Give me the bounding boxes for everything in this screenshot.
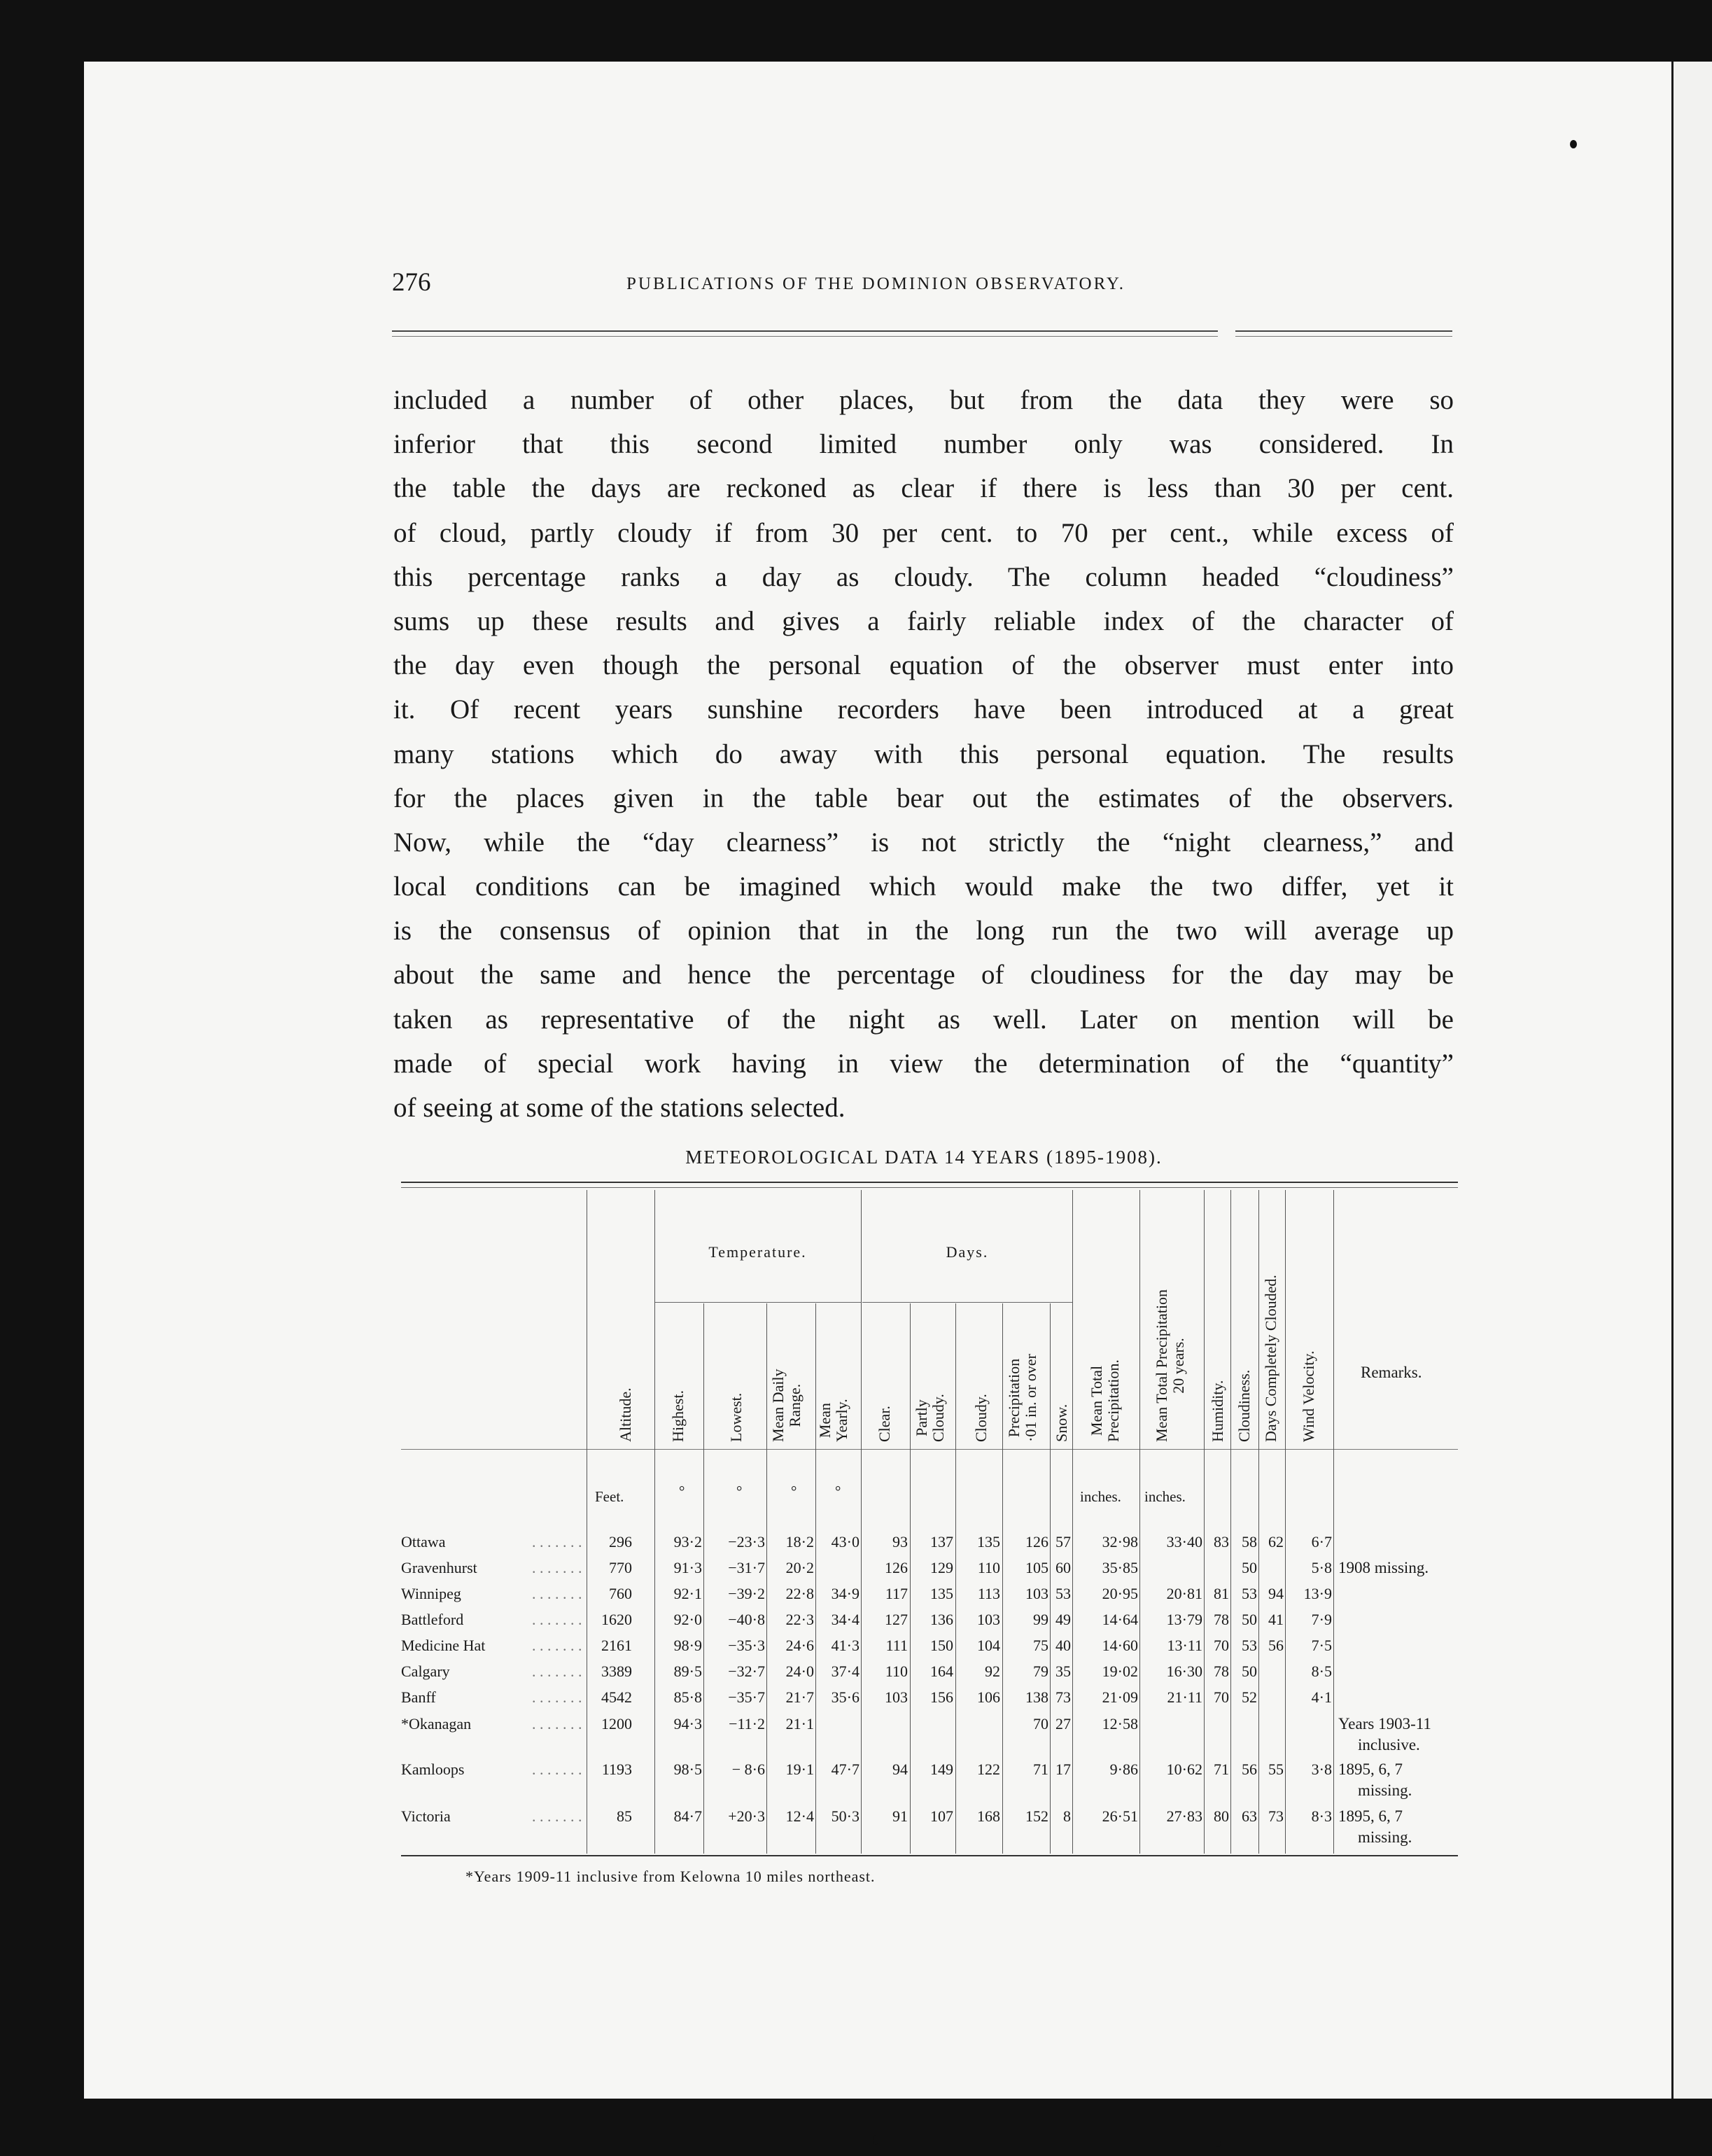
column-header-clear — [876, 1406, 893, 1442]
column-divider — [1333, 1190, 1334, 1854]
column-header-cloudiness — [1236, 1370, 1253, 1442]
table-row — [0, 1715, 1712, 1754]
cell-pc: 137 — [930, 1533, 953, 1550]
column-divider — [1230, 1190, 1231, 1854]
station-name: Winnipeg — [401, 1585, 461, 1602]
ink-speck — [1570, 140, 1577, 148]
adjacent-page-edge — [1671, 62, 1712, 2099]
cell-mtp: 20·95 — [1102, 1585, 1138, 1602]
cell-hi: 84·7 — [673, 1807, 702, 1825]
cell-cl: 122 — [977, 1760, 1000, 1778]
cell-yr: 50·3 — [831, 1807, 859, 1825]
cell-pr: 138 — [1025, 1688, 1048, 1706]
body-line: the table the days are reckoned as clear if there is less than 30 per cent. — [393, 473, 1454, 504]
cell-alt: 1200 — [601, 1715, 632, 1732]
remark: Years 1903-11 — [1338, 1715, 1431, 1732]
column-header-text: Cloudy. — [929, 1394, 947, 1442]
cell-lo: −23·3 — [728, 1533, 765, 1550]
cell-clr: 91 — [892, 1807, 908, 1825]
station-name: Battleford — [401, 1611, 464, 1628]
column-header-text: Altitude. — [617, 1387, 634, 1442]
cell-mtp: 9·86 — [1109, 1760, 1138, 1778]
cell-hi: 92·1 — [673, 1585, 702, 1602]
cell-mtp20: 33·40 — [1166, 1533, 1202, 1550]
station-name: *Okanagan — [401, 1715, 472, 1732]
cell-rng: 24·0 — [785, 1662, 814, 1680]
column-header-mean-total-precip — [1088, 1359, 1122, 1442]
table-row — [0, 1807, 1712, 1846]
column-header-text: Range. — [786, 1383, 804, 1427]
remark-continued: missing. — [1358, 1828, 1412, 1846]
leader-dots: . . . . . . . — [532, 1637, 582, 1654]
cell-wv: 4·1 — [1311, 1688, 1332, 1706]
leader-dots: . . . . . . . — [532, 1559, 582, 1576]
table-row — [0, 1559, 1712, 1583]
cell-hum: 70 — [1214, 1688, 1229, 1706]
cell-alt: 1193 — [601, 1760, 632, 1778]
cell-rng: 24·6 — [785, 1637, 814, 1654]
temperature-group-rule — [654, 1302, 861, 1303]
cell-rng: 20·2 — [785, 1559, 814, 1576]
degree-unit: ° — [736, 1483, 743, 1499]
cell-clr: 103 — [885, 1688, 908, 1706]
cell-rng: 21·7 — [785, 1688, 814, 1706]
cell-alt: 760 — [609, 1585, 632, 1602]
cell-yr: 34·4 — [831, 1611, 859, 1628]
degree-unit: ° — [679, 1483, 685, 1499]
table-top-rule-2 — [401, 1187, 1458, 1188]
cell-clr: 110 — [885, 1662, 908, 1680]
cell-sn: 53 — [1055, 1585, 1071, 1602]
body-line: taken as representative of the night as well. Later on mention will be — [393, 1004, 1454, 1035]
running-title: PUBLICATIONS OF THE DOMINION OBSERVATORY. — [626, 274, 1125, 293]
cell-cl: 106 — [977, 1688, 1000, 1706]
cell-yr: 35·6 — [831, 1688, 859, 1706]
leader-dots: . . . . . . . — [532, 1662, 582, 1680]
cell-lo: −32·7 — [728, 1662, 765, 1680]
column-header-altitude — [617, 1387, 634, 1442]
body-line: included a number of other places, but from the data they were so — [393, 385, 1454, 415]
column-header-partly-cloudy — [913, 1394, 947, 1442]
cell-rng: 21·1 — [785, 1715, 814, 1732]
cell-wv: 6·7 — [1311, 1533, 1332, 1550]
cell-lo: +20·3 — [728, 1807, 765, 1825]
station-name: Gravenhurst — [401, 1559, 477, 1576]
cell-hum: 78 — [1214, 1611, 1229, 1628]
table-row — [0, 1611, 1712, 1634]
body-paragraph — [393, 378, 1454, 1130]
cell-alt: 770 — [609, 1559, 632, 1576]
cell-pc: 135 — [930, 1585, 953, 1602]
cell-dcc: 41 — [1268, 1611, 1284, 1628]
cell-hum: 80 — [1214, 1807, 1229, 1825]
cell-pr: 103 — [1025, 1585, 1048, 1602]
table-row — [0, 1760, 1712, 1799]
station-name: Ottawa — [401, 1533, 446, 1550]
cell-clr: 111 — [885, 1637, 908, 1654]
column-header-text: Humidity. — [1209, 1380, 1226, 1442]
cell-rng: 22·8 — [785, 1585, 814, 1602]
column-header-text: Yearly. — [833, 1399, 850, 1442]
cell-hi: 93·2 — [673, 1533, 702, 1550]
cell-hum: 83 — [1214, 1533, 1229, 1550]
table-row — [0, 1585, 1712, 1609]
ink-speck — [873, 2135, 878, 2145]
cell-mtp20: 27·83 — [1166, 1807, 1202, 1825]
cell-hi: 89·5 — [673, 1662, 702, 1680]
cell-cld: 53 — [1242, 1637, 1257, 1654]
column-header-text: Partly — [913, 1399, 930, 1436]
cell-mtp20: 16·30 — [1166, 1662, 1202, 1680]
cell-lo: − 8·6 — [731, 1760, 765, 1778]
header-rule — [392, 330, 1452, 337]
table-row — [0, 1533, 1712, 1557]
cell-mtp: 12·58 — [1102, 1715, 1138, 1732]
table-row — [0, 1662, 1712, 1686]
cell-wv: 5·8 — [1311, 1559, 1332, 1576]
cell-cl: 104 — [977, 1637, 1000, 1654]
cell-cl: 135 — [977, 1533, 1000, 1550]
column-header-text: Snow. — [1053, 1404, 1070, 1442]
cell-mtp: 14·64 — [1102, 1611, 1138, 1628]
cell-yr: 37·4 — [831, 1662, 859, 1680]
leader-dots: . . . . . . . — [532, 1585, 582, 1602]
cell-lo: −11·2 — [729, 1715, 765, 1732]
cell-clr: 93 — [892, 1533, 908, 1550]
cell-pc: 129 — [930, 1559, 953, 1576]
cell-cl: 113 — [977, 1585, 1000, 1602]
days-group-rule — [862, 1302, 1072, 1303]
column-header-cloudy — [973, 1394, 990, 1442]
column-divider — [1258, 1190, 1259, 1854]
body-line: is the consensus of opinion that in the long run the two will average up — [393, 916, 1454, 946]
leader-dots: . . . . . . . — [532, 1807, 582, 1825]
cell-cld: 63 — [1242, 1807, 1257, 1825]
column-header-text: Cloudy. — [972, 1394, 990, 1442]
station-name: Victoria — [401, 1807, 451, 1825]
body-line: this percentage ranks a day as cloudy. The column headed “cloudiness” — [393, 561, 1454, 592]
cell-clr: 127 — [885, 1611, 908, 1628]
cell-cld: 53 — [1242, 1585, 1257, 1602]
station-name: Medicine Hat — [401, 1637, 486, 1654]
inches-unit: inches. — [1080, 1488, 1121, 1505]
cell-mtp: 21·09 — [1102, 1688, 1138, 1706]
table-title: METEOROLOGICAL DATA 14 YEARS (1895-1908). — [685, 1147, 1163, 1168]
ink-speck — [1216, 2141, 1221, 2147]
degree-unit: ° — [791, 1483, 797, 1499]
cell-cld: 52 — [1242, 1688, 1257, 1706]
cell-mtp: 32·98 — [1102, 1533, 1138, 1550]
cell-cl: 168 — [977, 1807, 1000, 1825]
cell-wv: 8·5 — [1311, 1662, 1332, 1680]
cell-sn: 60 — [1055, 1559, 1071, 1576]
column-divider — [1204, 1190, 1205, 1854]
cell-sn: 49 — [1055, 1611, 1071, 1628]
cell-sn: 73 — [1055, 1688, 1071, 1706]
cell-mtp: 35·85 — [1102, 1559, 1138, 1576]
body-line: many stations which do away with this personal equation. The results — [393, 738, 1454, 769]
page-number: 276 — [392, 268, 431, 297]
column-header-text: Precipitation. — [1104, 1359, 1122, 1442]
column-divider — [1139, 1190, 1140, 1854]
cell-hi: 92·0 — [673, 1611, 702, 1628]
cell-cld: 50 — [1242, 1611, 1257, 1628]
leader-dots: . . . . . . . — [532, 1760, 582, 1778]
column-header-text: Mean Total — [1088, 1366, 1105, 1436]
cell-rng: 19·1 — [785, 1760, 814, 1778]
cell-cl: 110 — [977, 1559, 1000, 1576]
cell-pc: 156 — [930, 1688, 953, 1706]
cell-pr: 152 — [1025, 1807, 1048, 1825]
column-header-text: ·01 in. or over — [1022, 1354, 1039, 1442]
cell-sn: 35 — [1055, 1662, 1071, 1680]
cell-sn: 17 — [1055, 1760, 1071, 1778]
cell-hum: 70 — [1214, 1637, 1229, 1654]
remark: 1895, 6, 7 — [1338, 1760, 1403, 1778]
cell-dcc: 94 — [1268, 1585, 1284, 1602]
cell-lo: −39·2 — [728, 1585, 765, 1602]
cell-cld: 50 — [1242, 1559, 1257, 1576]
cell-cld: 56 — [1242, 1760, 1257, 1778]
table-header-rule — [401, 1449, 1458, 1450]
cell-pr: 105 — [1025, 1559, 1048, 1576]
cell-mtp: 19·02 — [1102, 1662, 1138, 1680]
cell-wv: 3·8 — [1311, 1760, 1332, 1778]
body-line: of seeing at some of the stations selected. — [393, 1093, 846, 1123]
cell-wv: 13·9 — [1303, 1585, 1332, 1602]
cell-yr: 41·3 — [831, 1637, 859, 1654]
cell-rng: 22·3 — [785, 1611, 814, 1628]
column-header-mean-daily-range — [770, 1369, 804, 1442]
cell-alt: 296 — [609, 1533, 632, 1550]
cell-wv: 8·3 — [1311, 1807, 1332, 1825]
cell-wv: 7·9 — [1311, 1611, 1332, 1628]
cell-sn: 27 — [1055, 1715, 1071, 1732]
leader-dots: . . . . . . . — [532, 1688, 582, 1706]
cell-alt: 85 — [617, 1807, 632, 1825]
cell-pr: 79 — [1033, 1662, 1048, 1680]
cell-pr: 71 — [1033, 1760, 1048, 1778]
cell-pr: 70 — [1033, 1715, 1048, 1732]
cell-pr: 99 — [1033, 1611, 1048, 1628]
cell-alt: 4542 — [601, 1688, 632, 1706]
cell-pr: 75 — [1033, 1637, 1048, 1654]
table-bottom-rule — [401, 1855, 1458, 1856]
body-line: it. Of recent years sunshine recorders have been introduced at a great — [393, 694, 1454, 725]
body-line: Now, while the “day clearness” is not strictly the “night clearness,” and — [393, 827, 1454, 858]
cell-cld: 58 — [1242, 1533, 1257, 1550]
cell-lo: −35·3 — [728, 1637, 765, 1654]
column-header-text: Highest. — [669, 1390, 687, 1442]
body-line: the day even though the personal equation of the observer must enter into — [393, 650, 1454, 681]
cell-alt: 3389 — [601, 1662, 632, 1680]
cell-lo: −31·7 — [728, 1559, 765, 1576]
station-name: Calgary — [401, 1662, 450, 1680]
cell-pc: 150 — [930, 1637, 953, 1654]
cell-hi: 98·5 — [673, 1760, 702, 1778]
station-name: Kamloops — [401, 1760, 465, 1778]
cell-mtp: 14·60 — [1102, 1637, 1138, 1654]
cell-hum: 81 — [1214, 1585, 1229, 1602]
column-header-highest — [670, 1390, 687, 1442]
table-footnote: *Years 1909-11 inclusive from Kelowna 10 miles northeast. — [465, 1868, 876, 1885]
body-line: inferior that this second limited number only was considered. In — [393, 429, 1454, 460]
column-header-text: Wind Velocity. — [1300, 1350, 1317, 1442]
table-top-rule — [401, 1182, 1458, 1183]
remark: 1908 missing. — [1338, 1559, 1429, 1576]
column-divider — [1285, 1190, 1286, 1854]
body-line: made of special work having in view the determination of the “quantity” — [393, 1048, 1454, 1079]
column-header-snow — [1053, 1404, 1070, 1442]
cell-yr: 47·7 — [831, 1760, 859, 1778]
cell-clr: 94 — [892, 1760, 908, 1778]
column-header-mean-total-precip-20 — [1153, 1289, 1187, 1442]
cell-yr: 43·0 — [831, 1533, 859, 1550]
body-line: sums up these results and gives a fairly reliable index of the character of — [393, 606, 1454, 636]
cell-wv: 7·5 — [1311, 1637, 1332, 1654]
column-header-mean-yearly — [817, 1399, 850, 1442]
cell-cl: 103 — [977, 1611, 1000, 1628]
cell-hi: 94·3 — [673, 1715, 702, 1732]
leader-dots: . . . . . . . — [532, 1611, 582, 1628]
cell-cld: 50 — [1242, 1662, 1257, 1680]
cell-dcc: 55 — [1268, 1760, 1284, 1778]
remark-continued: missing. — [1358, 1782, 1412, 1799]
column-header-text: Lowest. — [727, 1392, 745, 1442]
table-row — [0, 1688, 1712, 1712]
cell-hi: 91·3 — [673, 1559, 702, 1576]
days-group-head: Days. — [946, 1243, 989, 1261]
cell-pc: 164 — [930, 1662, 953, 1680]
body-line: local conditions can be imagined which would make the two differ, yet it — [393, 872, 1454, 902]
cell-mtp20: 13·79 — [1166, 1611, 1202, 1628]
column-divider — [1072, 1190, 1073, 1854]
cell-mtp20: 20·81 — [1166, 1585, 1202, 1602]
cell-alt: 1620 — [601, 1611, 632, 1628]
cell-dcc: 62 — [1268, 1533, 1284, 1550]
cell-yr: 34·9 — [831, 1585, 859, 1602]
degree-unit: ° — [835, 1483, 841, 1499]
cell-mtp20: 10·62 — [1166, 1760, 1202, 1778]
column-header-days-completely-clouded — [1263, 1275, 1279, 1442]
cell-clr: 126 — [885, 1559, 908, 1576]
body-line: of cloud, partly cloudy if from 30 per cent. to 70 per cent., while excess of — [393, 517, 1454, 548]
leader-dots: . . . . . . . — [532, 1715, 582, 1732]
temperature-group-head: Temperature. — [708, 1243, 807, 1261]
remark-continued: inclusive. — [1358, 1736, 1420, 1754]
cell-rng: 12·4 — [785, 1807, 814, 1825]
cell-pr: 126 — [1025, 1533, 1048, 1550]
cell-alt: 2161 — [601, 1637, 632, 1654]
cell-mtp20: 13·11 — [1167, 1637, 1202, 1654]
column-header-text: Mean — [816, 1403, 834, 1438]
column-header-lowest — [728, 1393, 745, 1442]
cell-sn: 8 — [1063, 1807, 1071, 1825]
cell-pc: 107 — [930, 1807, 953, 1825]
column-header-text: Precipitation — [1005, 1358, 1023, 1438]
cell-sn: 40 — [1055, 1637, 1071, 1654]
cell-lo: −40·8 — [728, 1611, 765, 1628]
cell-dcc: 56 — [1268, 1637, 1284, 1654]
remarks-header: Remarks. — [1361, 1364, 1422, 1381]
column-header-text: Cloudiness. — [1235, 1369, 1253, 1442]
remark: 1895, 6, 7 — [1338, 1807, 1403, 1825]
column-header-wind-velocity — [1300, 1351, 1317, 1443]
cell-rng: 18·2 — [785, 1533, 814, 1550]
column-header-text: 20 years. — [1170, 1338, 1187, 1394]
cell-lo: −35·7 — [728, 1688, 765, 1706]
cell-cl: 92 — [985, 1662, 1000, 1680]
cell-hi: 85·8 — [673, 1688, 702, 1706]
leader-dots: . . . . . . . — [532, 1533, 582, 1550]
body-line: for the places given in the table bear out the estimates of the observers. — [393, 783, 1454, 813]
cell-hi: 98·9 — [673, 1637, 702, 1654]
cell-clr: 117 — [885, 1585, 908, 1602]
column-header-humidity — [1209, 1380, 1226, 1442]
station-name: Banff — [401, 1688, 436, 1706]
cell-mtp: 26·51 — [1102, 1807, 1138, 1825]
column-header-text: Mean Total Precipitation — [1153, 1289, 1170, 1442]
cell-mtp20: 21·11 — [1167, 1688, 1202, 1706]
cell-sn: 57 — [1055, 1533, 1071, 1550]
cell-dcc: 73 — [1268, 1807, 1284, 1825]
table-row — [0, 1637, 1712, 1660]
inches-unit: inches. — [1144, 1488, 1186, 1505]
column-header-text: Clear. — [876, 1406, 893, 1442]
cell-hum: 78 — [1214, 1662, 1229, 1680]
column-header-text: Days Completely Clouded. — [1262, 1275, 1279, 1442]
cell-pc: 149 — [930, 1760, 953, 1778]
column-header-text: Mean Daily — [769, 1368, 787, 1442]
altitude-unit: Feet. — [595, 1488, 624, 1505]
body-line: about the same and hence the percentage of cloudiness for the day may be — [393, 960, 1454, 990]
column-divider — [654, 1190, 655, 1854]
cell-hum: 71 — [1214, 1760, 1229, 1778]
column-header-precip-days — [1006, 1354, 1039, 1442]
column-divider — [861, 1190, 862, 1854]
cell-pc: 136 — [930, 1611, 953, 1628]
